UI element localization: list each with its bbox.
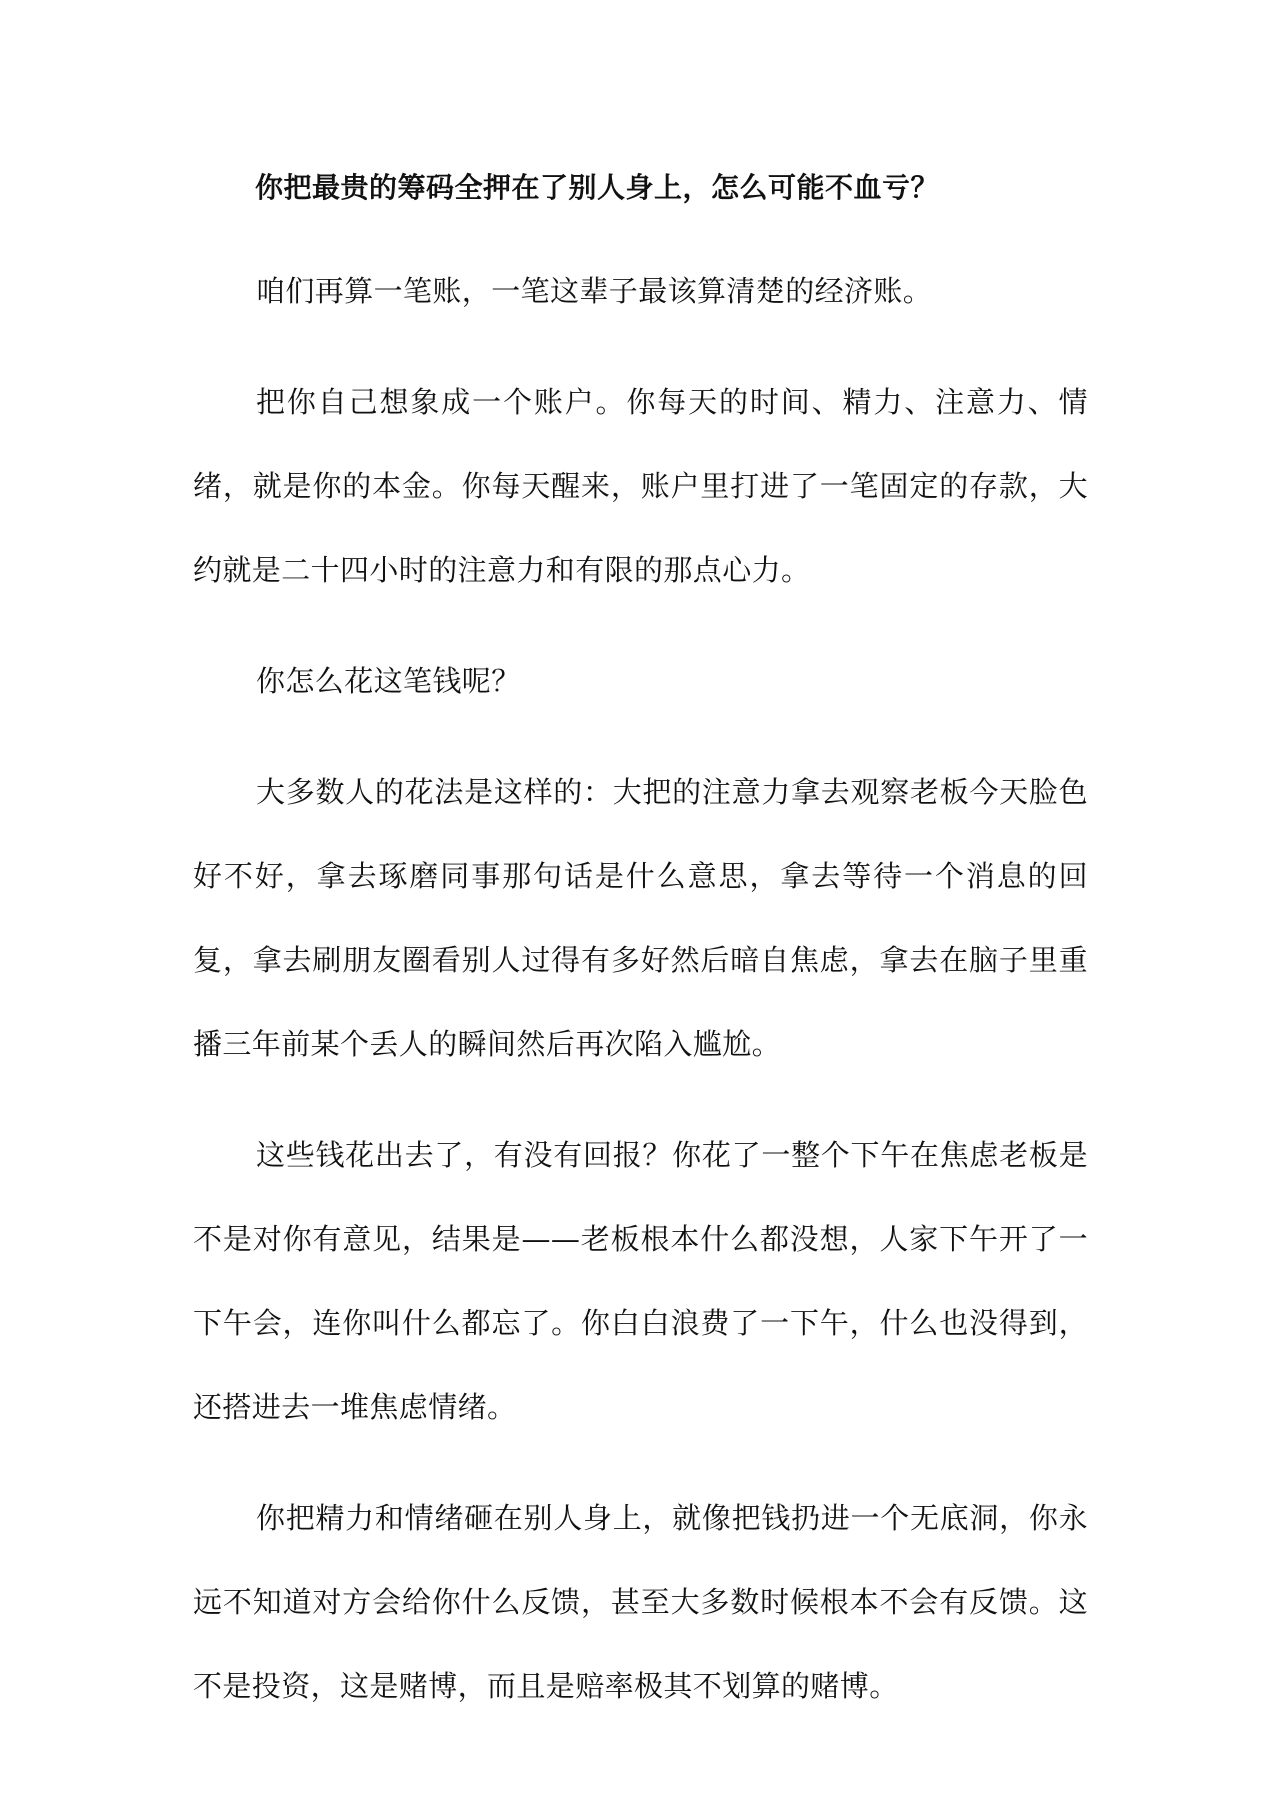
paragraph-2: 把你自己想象成一个账户。你每天的时间、精力、注意力、情绪，就是你的本金。你每天醒来，账户里打进了一笔固定的存款，大约就是二十四小时的注意力和有限的那点心力。	[193, 385, 1088, 587]
paragraph-6: 你把精力和情绪砸在别人身上，就像把钱扔进一个无底洞，你永远不知道对方会给你什么反馈，甚至大多数时候根本不会有反馈。这不是投资，这是赌博，而且是赔率极其不划算的赌博。	[193, 1501, 1088, 1703]
document-title: 你把最贵的筹码全押在了别人身上，怎么可能不血亏？	[255, 171, 940, 204]
paragraph-1: 咱们再算一笔账，一笔这辈子最该算清楚的经济账。	[256, 274, 933, 308]
document-body	[193, 168, 1088, 1755]
paragraph-5: 这些钱花出去了，有没有回报？你花了一整个下午在焦虑老板是不是对你有意见，结果是——老板根本什么都没想，人家下午开了一下午会，连你叫什么都忘了。你白白浪费了一下午，什么也没得到，还搭进去一堆焦虑情绪。	[193, 1138, 1088, 1424]
paragraph-4: 大多数人的花法是这样的：大把的注意力拿去观察老板今天脸色好不好，拿去琢磨同事那句话是什么意思，拿去等待一个消息的回复，拿去刷朋友圈看别人过得有多好然后暗自焦虑，拿去在脑子里重播三年前某个丢人的瞬间然后再次陷入尴尬。	[193, 775, 1088, 1061]
paragraph-3: 你怎么花这笔钱呢？	[256, 664, 521, 698]
